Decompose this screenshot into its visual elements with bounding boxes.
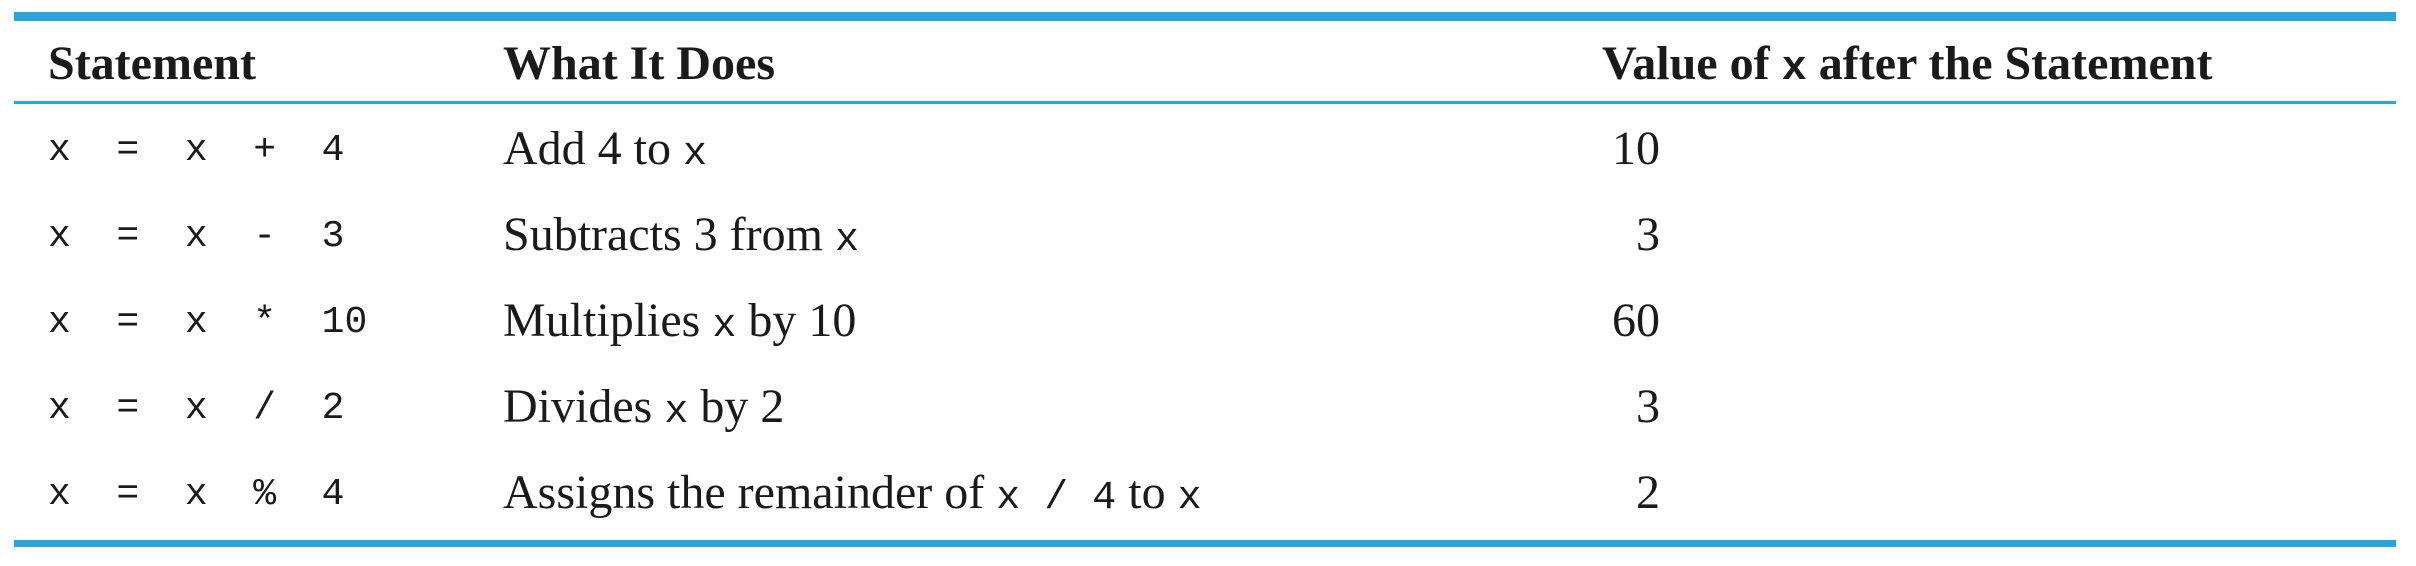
- header-value-var: x: [1781, 44, 1807, 92]
- header-what-it-does: What It Does: [503, 37, 775, 90]
- description-text: Add 4 to: [503, 122, 683, 175]
- description-cell: [503, 122, 708, 177]
- description-cell: [503, 466, 1202, 521]
- header-value-suffix: after the Statement: [1818, 37, 2213, 90]
- table-row: [0, 279, 2416, 365]
- table-top-rule: [14, 12, 2396, 21]
- description-cell: [503, 294, 857, 349]
- statement-cell: x = x / 2: [48, 387, 345, 430]
- table-bottom-rule: [14, 540, 2396, 547]
- description-text: to: [1116, 466, 1178, 519]
- table-row: [0, 107, 2416, 193]
- description-text: Divides: [503, 380, 665, 433]
- value-cell: 3: [1636, 380, 1660, 433]
- table-row: [0, 193, 2416, 279]
- statement-cell: x = x % 4: [48, 473, 345, 516]
- table-row: [0, 451, 2416, 537]
- description-code: x: [683, 132, 708, 177]
- description-text: Multiplies: [503, 294, 713, 347]
- description-text: by 10: [736, 294, 857, 347]
- description-code: x: [834, 218, 859, 263]
- statement-cell: x = x + 4: [48, 129, 345, 172]
- description-cell: [503, 208, 859, 263]
- header-value-after: [1602, 37, 2213, 92]
- value-cell: 60: [1612, 294, 1660, 347]
- description-code: x / 4: [996, 476, 1117, 521]
- value-cell: 2: [1636, 466, 1660, 519]
- description-text: by 2: [688, 380, 785, 433]
- description-text: Assigns the remainder of: [503, 466, 997, 519]
- description-code: x: [1177, 476, 1202, 521]
- table-row: [0, 365, 2416, 451]
- statement-cell: x = x * 10: [48, 301, 368, 344]
- description-code: x: [712, 304, 737, 349]
- description-text: Subtracts 3 from: [503, 208, 835, 261]
- value-cell: 10: [1612, 122, 1660, 175]
- description-code: x: [664, 390, 689, 435]
- description-cell: [503, 380, 785, 435]
- header-value-prefix: Value of: [1602, 37, 1770, 90]
- value-cell: 3: [1636, 208, 1660, 261]
- statement-cell: x = x - 3: [48, 215, 345, 258]
- table-header-rule: [14, 101, 2396, 104]
- header-statement: Statement: [48, 37, 256, 90]
